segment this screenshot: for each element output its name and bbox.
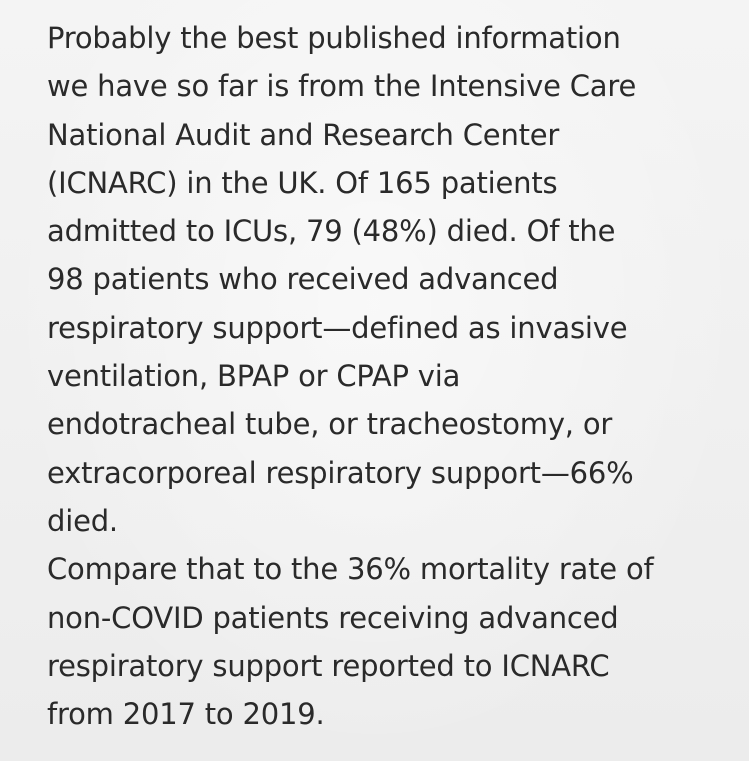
note-line: from 2017 to 2019. xyxy=(47,697,325,732)
note-line: National Audit and Research Center xyxy=(47,117,560,152)
note-line: (ICNARC) in the UK. Of 165 patients xyxy=(47,165,558,200)
note-line: Compare that to the 36% mortality rate of xyxy=(47,552,654,587)
note-line: respiratory support reported to ICNARC xyxy=(47,648,610,683)
note-line: Probably the best published information xyxy=(47,21,621,55)
note-line: extracorporeal respiratory support—66% xyxy=(47,455,634,490)
note-line: non-COVID patients receiving advanced xyxy=(47,600,619,635)
note-line: admitted to ICUs, 79 (48%) died. Of the xyxy=(47,214,616,249)
note-line: ventilation, BPAP or CPAP via xyxy=(47,359,461,394)
note-line: died. xyxy=(47,503,118,538)
note-text xyxy=(47,14,727,738)
note-line: we have so far is from the Intensive Care xyxy=(47,69,637,104)
note-line: endotracheal tube, or tracheostomy, or xyxy=(47,407,613,442)
note-line: 98 patients who received advanced xyxy=(47,262,559,297)
note-line: respiratory support—defined as invasive xyxy=(47,310,628,345)
